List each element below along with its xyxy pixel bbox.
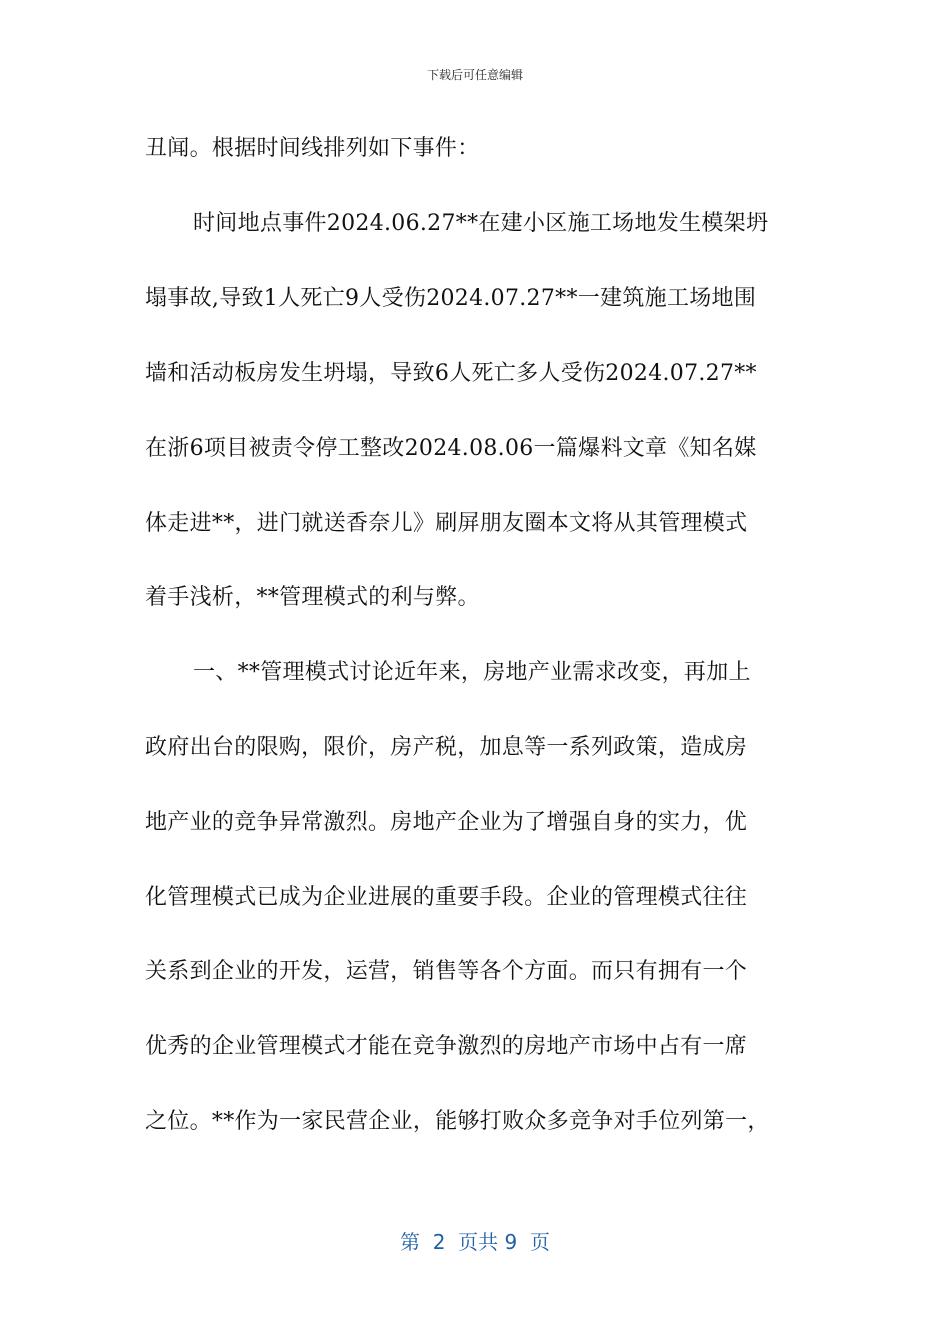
text-line: 之位。**作为一家民营企业，能够打败众多竞争对手位列第一， bbox=[145, 1109, 770, 1134]
text-line: 在浙6项目被责令停工整改2024.08.06一篇爆料文章《知名媒 bbox=[145, 436, 757, 461]
text-line: 一、**管理模式讨论近年来，房地产业需求改变，再加上 bbox=[193, 660, 751, 685]
text-line: 地产业的竞争异常激烈。房地产企业为了增强自身的实力，优 bbox=[145, 810, 748, 835]
text-line: 关系到企业的开发，运营，销售等各个方面。而只有拥有一个 bbox=[145, 959, 748, 984]
text-line: 丑闻。根据时间线排列如下事件： bbox=[145, 136, 480, 161]
text-line: 政府出台的限购，限价，房产税，加息等一系列政策，造成房 bbox=[145, 735, 748, 760]
text-line: 时间地点事件2024.06.27**在建小区施工场地发生模架坍 bbox=[193, 211, 769, 236]
page-number-footer: 第 2 页共 9 页 bbox=[400, 1230, 550, 1254]
text-line: 优秀的企业管理模式才能在竞争激烈的房地产市场中占有一席 bbox=[145, 1034, 748, 1059]
page-header: 下载后可任意编辑 bbox=[426, 68, 523, 82]
text-line: 着手浅析，**管理模式的利与弊。 bbox=[145, 585, 480, 610]
text-line: 体走进**，进门就送香奈儿》刷屏朋友圈本文将从其管理模式 bbox=[145, 511, 748, 536]
text-line: 墙和活动板房发生坍塌，导致6人死亡多人受伤2024.07.27** bbox=[145, 361, 757, 386]
text-line: 化管理模式已成为企业进展的重要手段。企业的管理模式往往 bbox=[145, 885, 748, 910]
text-line: 塌事故,导致1人死亡9人受伤2024.07.27**一建筑施工场地围 bbox=[145, 286, 757, 311]
